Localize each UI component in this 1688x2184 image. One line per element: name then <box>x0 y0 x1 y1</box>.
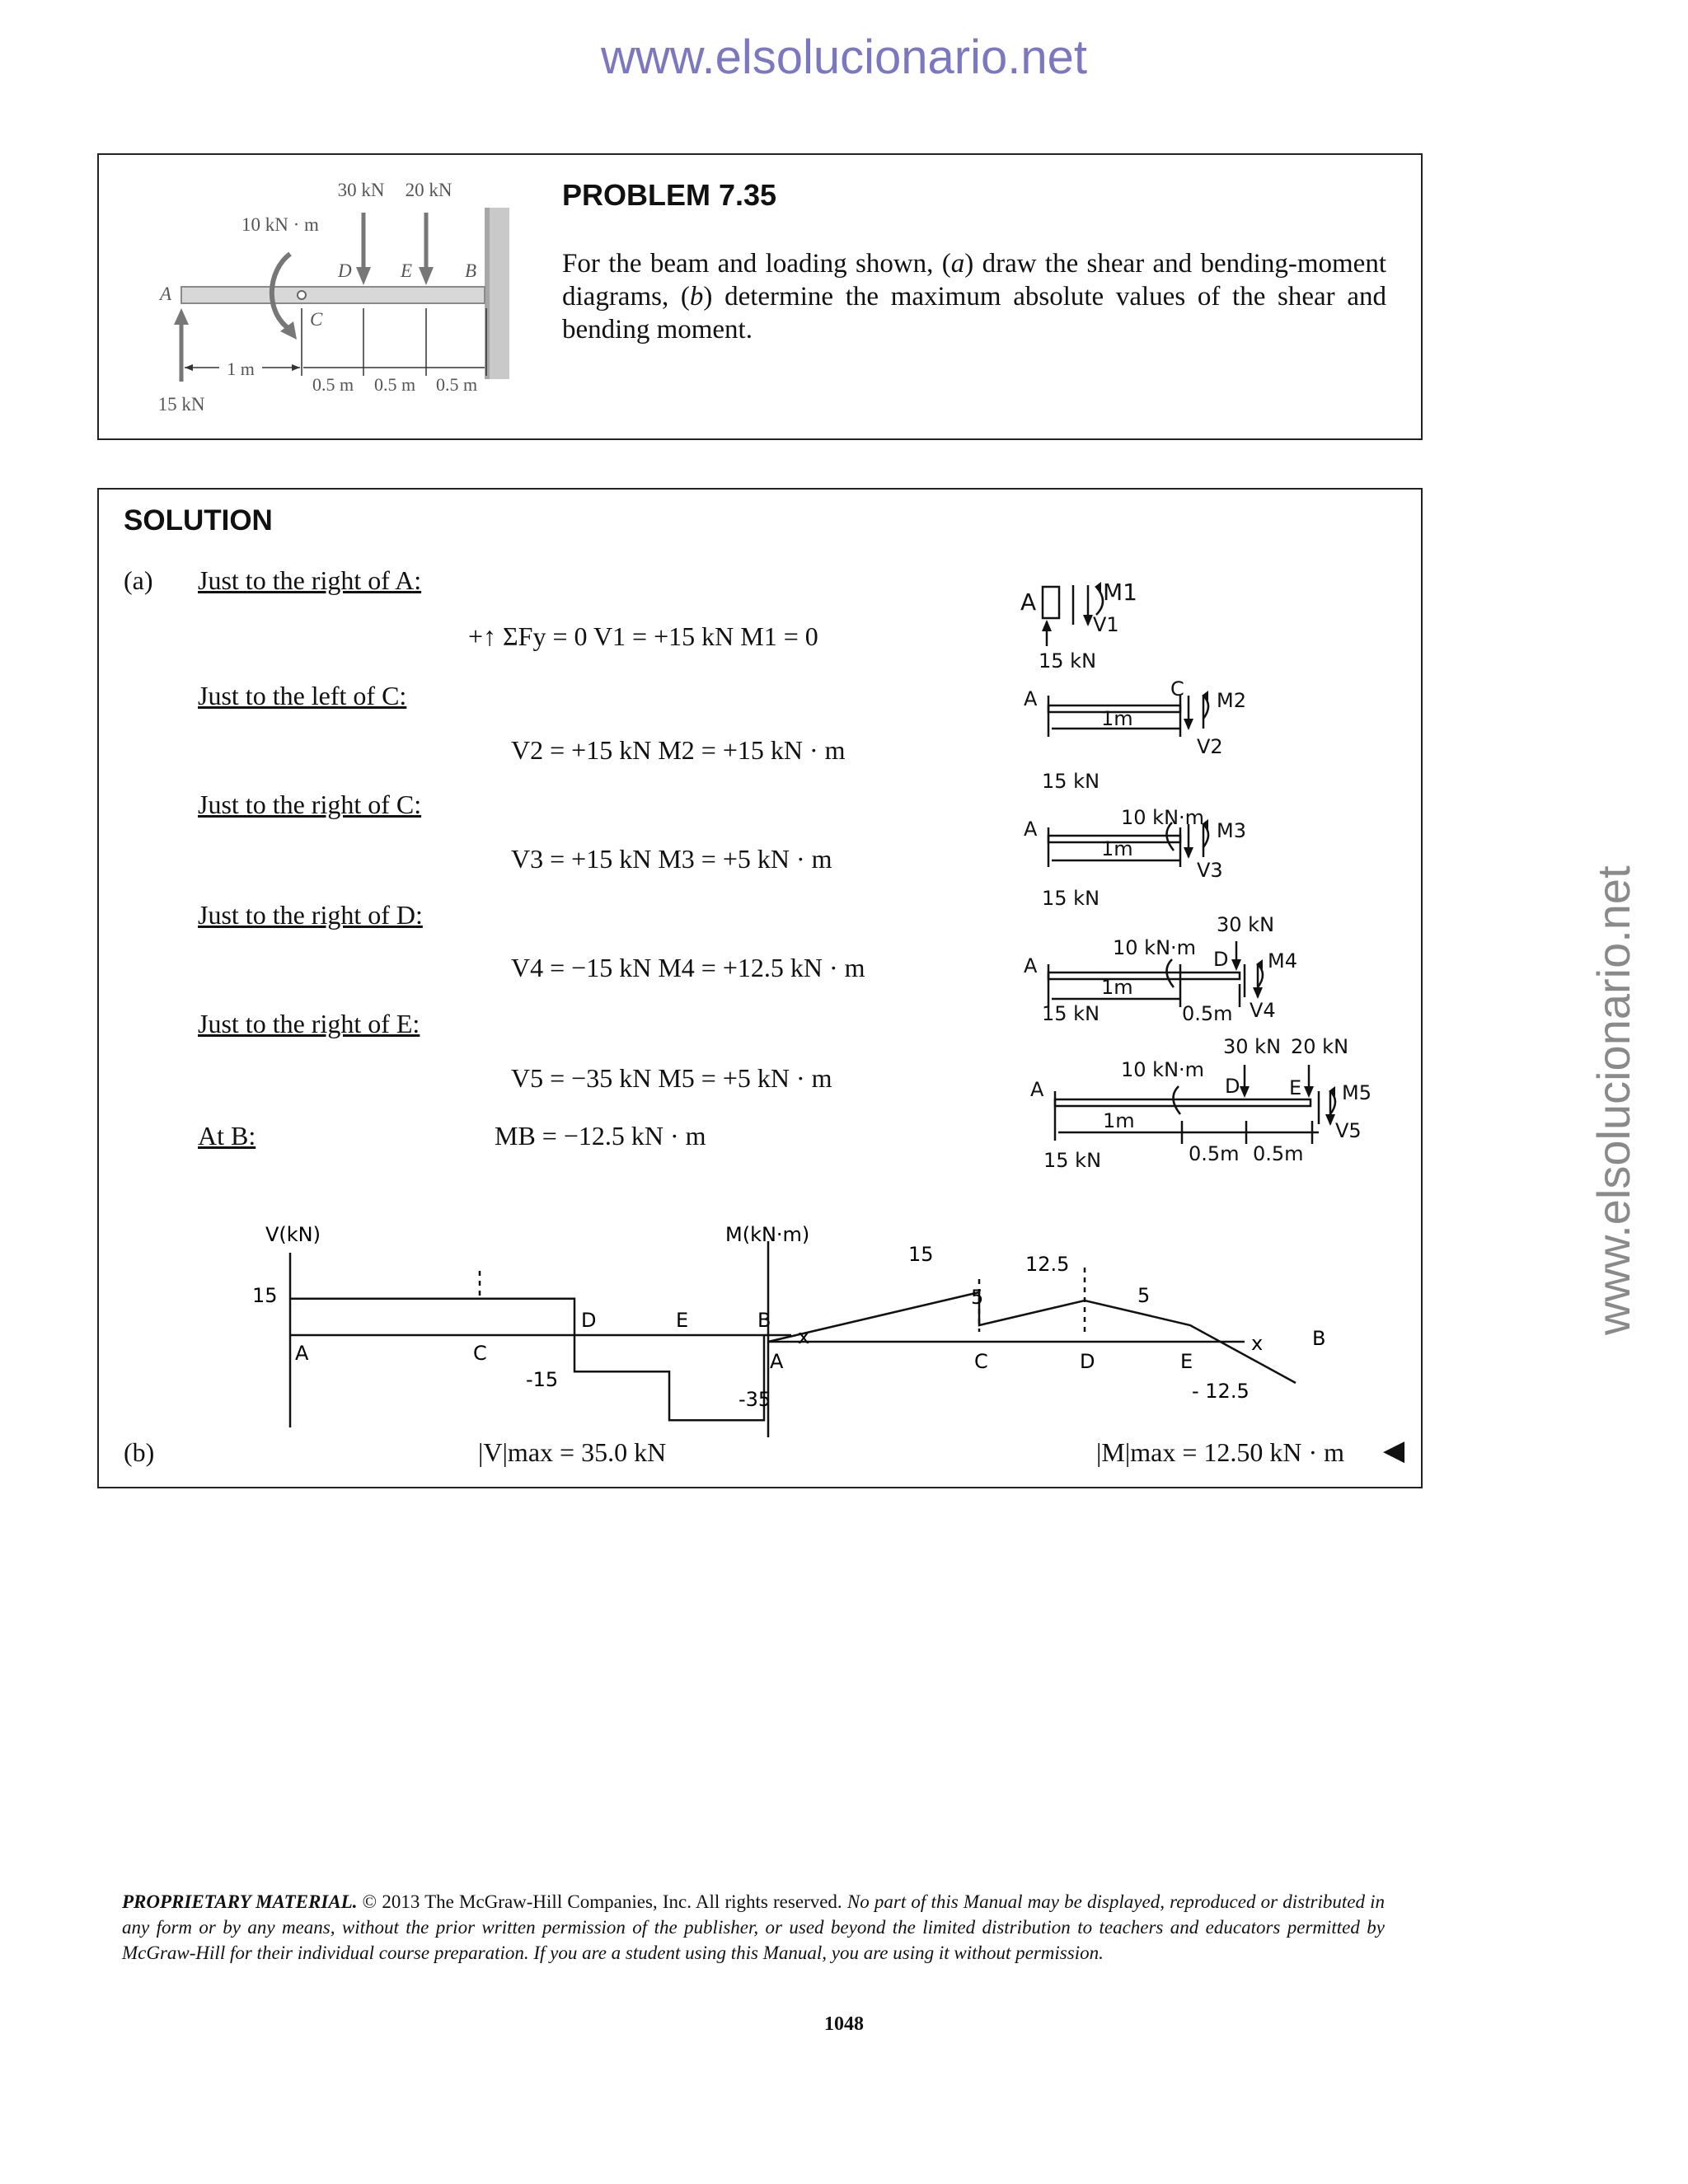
part-b-label: (b) <box>124 1437 155 1467</box>
point-label: C <box>473 1342 487 1365</box>
value-label: 15 <box>908 1243 934 1266</box>
fbd1-15kN: 15 kN <box>1039 649 1097 673</box>
free-body-diagrams <box>1006 572 1418 1215</box>
fbd3-15kN: 15 kN <box>1042 887 1100 910</box>
value-label: 5 <box>1137 1284 1151 1307</box>
moment-diagram <box>725 1221 1326 1427</box>
fbd4-A: A <box>1024 954 1038 977</box>
value-label: 12.5 <box>1025 1253 1070 1276</box>
label-couple: 10 kN · m <box>241 214 319 235</box>
point-label: B <box>1312 1327 1326 1350</box>
label-load-30: 30 kN <box>337 180 385 200</box>
fbd5-20kN: 20 kN <box>1291 1035 1349 1058</box>
page-number: 1048 <box>824 2013 864 2035</box>
result-v-max: |V|max = 35.0 kN <box>478 1437 667 1467</box>
solution-title: SOLUTION <box>124 504 273 537</box>
watermark-top: www.elsolucionario.net <box>601 30 1087 84</box>
step2-label: Just to the left of C: <box>198 681 407 710</box>
fbd5-30kN: 30 kN <box>1223 1035 1282 1058</box>
dim-05b: 0.5 m <box>373 374 416 395</box>
label-B: B <box>465 260 477 281</box>
fbd5-V5: V5 <box>1335 1119 1362 1142</box>
load-30-arrow <box>356 267 371 285</box>
step1-label: Just to the right of A: <box>198 565 422 595</box>
fbd2-1m: 1m <box>1101 707 1133 730</box>
fbd4-05m: 0.5m <box>1182 1002 1233 1025</box>
value-label: 15 <box>252 1284 278 1307</box>
watermark-side: www.elsolucionario.net <box>1587 865 1639 1335</box>
fbd1-M1: M1 <box>1103 579 1137 606</box>
x-axis-title: x <box>1251 1332 1264 1355</box>
fbd4-M4: M4 <box>1268 949 1297 972</box>
label-C: C <box>310 309 323 330</box>
problem-box <box>97 153 1423 440</box>
fbd2-V2: V2 <box>1197 735 1223 758</box>
footer-notice-text: No part of this Manual may be displayed, reproduced or distributed in any form or by any means, without the prior written permission of the publisher, or used beyond the limited distribution to teachers and educators permitted by McGraw-Hill for their individual course preparation. If you are a student using this Manual, you are using it without permission. <box>122 1891 1386 1963</box>
step6-label: At B: <box>198 1121 256 1151</box>
value-label: - 12.5 <box>1192 1380 1250 1403</box>
point-label: A <box>295 1342 309 1365</box>
step3-label: Just to the right of C: <box>198 790 422 819</box>
label-A: A <box>160 284 172 304</box>
step4-label: Just to the right of D: <box>198 900 423 930</box>
value-label: -15 <box>526 1368 559 1391</box>
load-20-arrow <box>419 267 434 285</box>
fbd4-15kN: 15 kN <box>1042 1002 1100 1025</box>
fbd5-15kN: 15 kN <box>1043 1149 1102 1172</box>
value-label: -35 <box>738 1388 771 1411</box>
label-reaction: 15 kN <box>157 394 205 415</box>
footer-bold-lead: PROPRIETARY MATERIAL. <box>122 1891 358 1912</box>
y-axis-title: V(kN) <box>265 1223 321 1246</box>
point-label: E <box>1180 1350 1193 1373</box>
step5-equation: V5 = −35 kN M5 = +5 kN · m <box>511 1063 832 1093</box>
fbd5-D: D <box>1225 1075 1240 1098</box>
fbd5-05m-a: 0.5m <box>1189 1142 1240 1165</box>
fbd4-30kN: 30 kN <box>1217 913 1275 936</box>
fbd2-C: C <box>1170 677 1184 701</box>
fbd2-15kN: 15 kN <box>1042 770 1100 793</box>
fbd4-1m: 1m <box>1101 976 1133 999</box>
fbd3-V3: V3 <box>1197 859 1223 882</box>
x-axis-title: x <box>798 1325 810 1348</box>
step1-equation: +↑ ΣFy = 0 V1 = +15 kN M1 = 0 <box>468 621 818 651</box>
series-line <box>290 1299 764 1421</box>
hinge-c <box>298 291 306 299</box>
value-label: 5 <box>971 1286 984 1309</box>
fbd2-A: A <box>1024 687 1038 710</box>
fbd4-V4: V4 <box>1250 999 1276 1022</box>
fbd1-V1: V1 <box>1093 613 1119 636</box>
reaction-arrow <box>174 308 189 325</box>
dim-05a: 0.5 m <box>312 374 354 395</box>
solution-box <box>97 488 1423 1488</box>
problem-statement: For the beam and loading shown, (a) draw the shear and bending-moment diagrams, (b) determine the maximum absolute values of the shear and bending moment. <box>562 249 1386 344</box>
label-D: D <box>338 260 352 281</box>
step5-label: Just to the right of E: <box>198 1009 420 1038</box>
fbd5-M5: M5 <box>1342 1081 1372 1104</box>
point-label: D <box>1080 1350 1095 1373</box>
fbd5-1m: 1m <box>1103 1109 1135 1132</box>
step2-equation: V2 = +15 kN M2 = +15 kN · m <box>511 735 846 765</box>
fbd3-1m: 1m <box>1101 837 1133 860</box>
fbd3-couple: 10 kN·m <box>1121 806 1205 829</box>
label-load-20: 20 kN <box>405 180 452 200</box>
fbd5-A: A <box>1030 1078 1044 1101</box>
point-label: E <box>676 1309 689 1332</box>
step6-equation: MB = −12.5 kN · m <box>495 1121 706 1151</box>
step4-equation: V4 = −15 kN M4 = +12.5 kN · m <box>511 953 865 982</box>
point-label: B <box>757 1309 771 1332</box>
step3-equation: V3 = +15 kN M3 = +5 kN · m <box>511 844 832 874</box>
series-line <box>768 1292 1296 1383</box>
fbd4-D: D <box>1213 948 1229 971</box>
footer-copyright: © 2013 The McGraw-Hill Companies, Inc. All rights reserved. <box>357 1891 847 1912</box>
point-label: C <box>974 1350 988 1373</box>
fbd2-M2: M2 <box>1217 689 1246 712</box>
fbd5-05m-b: 0.5m <box>1253 1142 1304 1165</box>
dim-1m: 1 m <box>227 359 255 379</box>
fbd5-E: E <box>1289 1076 1302 1099</box>
beam <box>181 287 485 303</box>
problem-title: PROBLEM 7.35 <box>562 178 777 212</box>
label-E: E <box>401 260 413 281</box>
fbd3-M3: M3 <box>1217 819 1246 842</box>
answer-marker-icon: ◀ <box>1383 1436 1405 1466</box>
fbd5-couple: 10 kN·m <box>1121 1058 1205 1081</box>
dim-05c: 0.5 m <box>435 374 478 395</box>
problem-figure <box>99 155 626 435</box>
fbd4-couple: 10 kN·m <box>1113 936 1197 959</box>
point-label: D <box>581 1309 597 1332</box>
y-axis-title: M(kN·m) <box>725 1223 810 1246</box>
part-a-label: (a) <box>124 565 153 595</box>
fbd1-A: A <box>1020 588 1037 616</box>
fbd3-A: A <box>1024 818 1038 841</box>
point-label: A <box>770 1350 784 1373</box>
result-m-max: |M|max = 12.50 kN · m <box>1096 1437 1345 1467</box>
footer-notice <box>122 1889 1385 1966</box>
